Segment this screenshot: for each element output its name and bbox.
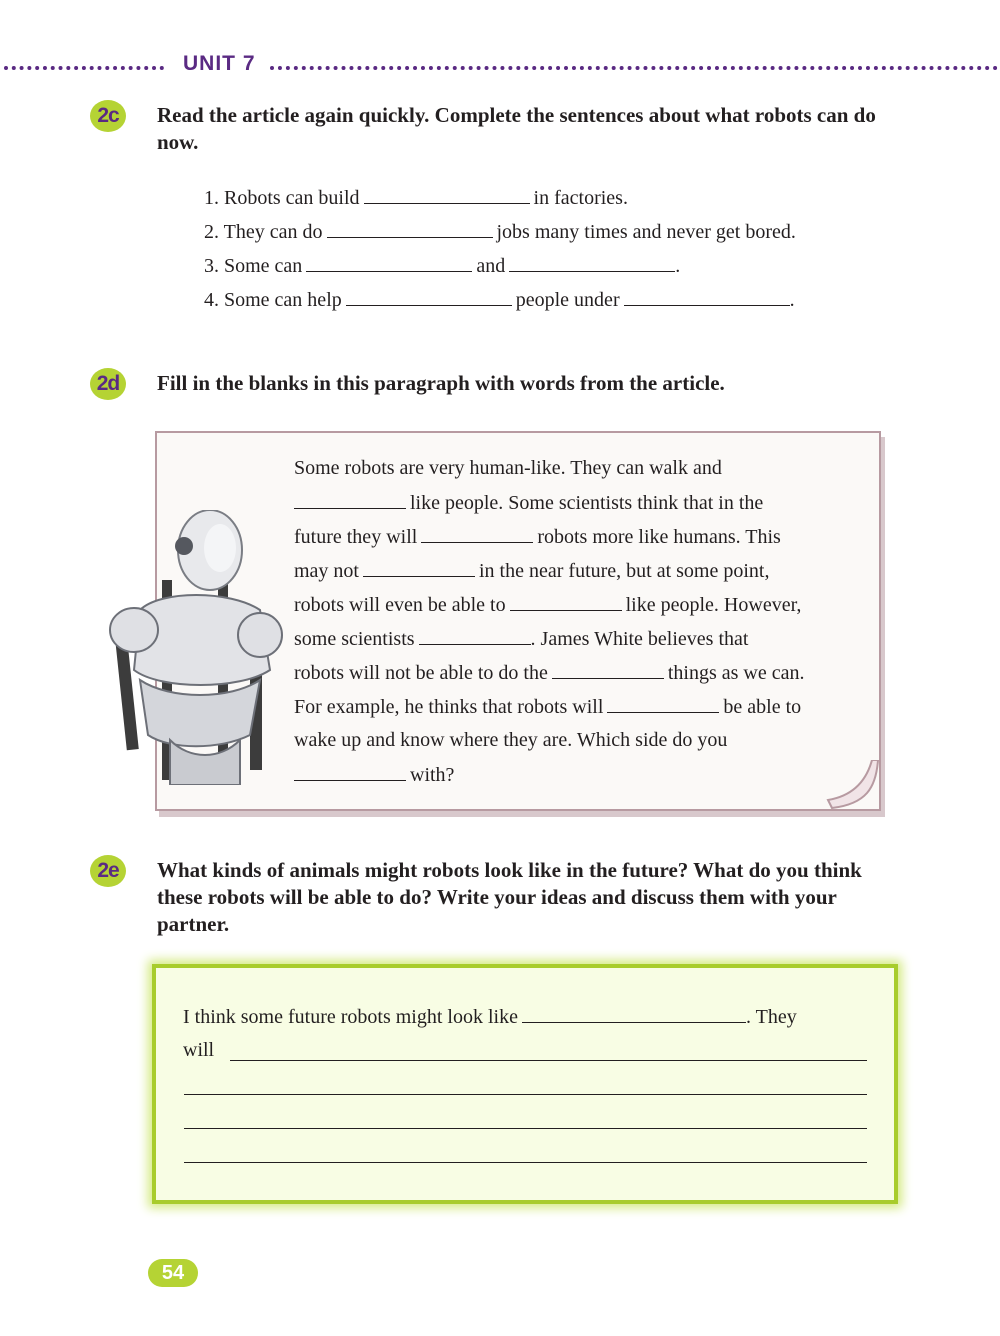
- paragraph-line-6: [294, 626, 874, 651]
- answer-blank[interactable]: [419, 626, 531, 645]
- paragraph-line-1: [294, 456, 874, 480]
- sentence-2: [204, 219, 796, 244]
- writing-prompt-text: I think some future robots might look like: [183, 1006, 518, 1028]
- paragraph-line-10: [294, 762, 874, 787]
- robot-illustration: [100, 510, 290, 785]
- answer-blank[interactable]: [327, 219, 493, 238]
- answer-blank[interactable]: [421, 524, 533, 543]
- section-2e-badge: 2e: [90, 855, 126, 887]
- paragraph-text: like people. Some scientists think that in the: [410, 492, 764, 514]
- paragraph-text: things as we can.: [667, 662, 805, 684]
- answer-blank[interactable]: [363, 558, 475, 577]
- paragraph-text: may not: [294, 560, 359, 582]
- paragraph-text: Some robots are very human-like. They can walk and: [294, 457, 722, 479]
- answer-line[interactable]: [184, 1094, 867, 1095]
- writing-line-2: will: [183, 1039, 215, 1061]
- paragraph-line-3: [294, 524, 874, 549]
- sentence-text: 3. Some can: [204, 255, 303, 277]
- answer-blank[interactable]: [510, 592, 622, 611]
- paragraph-line-2: [294, 490, 874, 515]
- sentence-text: 4. Some can help: [204, 289, 342, 311]
- sentence-text: jobs many times and never get bored.: [496, 221, 796, 243]
- paragraph-line-9: [294, 728, 874, 752]
- paragraph-text: . James White believes that: [530, 628, 749, 650]
- sentence-text: 2. They can do: [204, 221, 323, 243]
- answer-blank[interactable]: [509, 253, 675, 272]
- answer-line[interactable]: [184, 1128, 867, 1129]
- answer-blank[interactable]: [552, 660, 664, 679]
- sentence-text: and: [476, 255, 506, 277]
- answer-line[interactable]: [230, 1060, 867, 1061]
- section-2e-instruction: What kinds of animals might robots look like in the future? What do you think these robots will be able to do? Write your ideas and discuss them with your partner.: [157, 858, 862, 936]
- header-dotted-rule-left: [4, 66, 164, 70]
- paragraph-text: be able to: [723, 696, 802, 718]
- paragraph-text: wake up and know where they are. Which side do you: [294, 729, 728, 751]
- writing-box: [152, 964, 898, 1204]
- paragraph-text: robots will even be able to: [294, 594, 506, 616]
- paragraph-line-7: [294, 660, 874, 685]
- sentence-text: in factories.: [533, 187, 628, 209]
- answer-blank[interactable]: [294, 762, 406, 781]
- answer-blank[interactable]: [624, 287, 790, 306]
- sentence-text: .: [789, 289, 795, 311]
- sentence-4: [204, 287, 795, 312]
- header-dotted-rule-right: [270, 66, 998, 70]
- answer-blank[interactable]: [346, 287, 512, 306]
- sentence-1: [204, 185, 628, 210]
- paragraph-text: robots will not be able to do the: [294, 662, 548, 684]
- writing-line-1: [183, 1004, 797, 1029]
- paragraph-text: with?: [410, 764, 455, 786]
- paragraph-line-8: [294, 694, 874, 719]
- answer-blank[interactable]: [522, 1004, 746, 1023]
- section-2c-instruction: Read the article again quickly. Complete the sentences about what robots can do now.: [157, 103, 876, 154]
- answer-blank[interactable]: [364, 185, 530, 204]
- sentence-3: [204, 253, 680, 278]
- answer-line[interactable]: [184, 1162, 867, 1163]
- paragraph-text: future they will: [294, 526, 418, 548]
- section-2c-badge: 2c: [90, 100, 126, 132]
- writing-prompt-text: . They: [745, 1006, 797, 1028]
- section-2d-badge: 2d: [90, 368, 126, 400]
- paragraph-line-5: [294, 592, 874, 617]
- sentence-text: people under: [515, 289, 620, 311]
- paragraph-text: robots more like humans. This: [537, 526, 781, 548]
- answer-blank[interactable]: [294, 490, 406, 509]
- paragraph-text: For example, he thinks that robots will: [294, 696, 604, 718]
- paragraph-text: in the near future, but at some point,: [479, 560, 770, 582]
- answer-blank[interactable]: [306, 253, 472, 272]
- section-2d-instruction: Fill in the blanks in this paragraph with words from the article.: [157, 371, 725, 395]
- paragraph-line-4: [294, 558, 874, 583]
- sentence-text: 1. Robots can build: [204, 187, 360, 209]
- page-number: 54: [148, 1259, 198, 1287]
- paragraph-text: some scientists: [294, 628, 415, 650]
- paragraph-text: like people. However,: [625, 594, 802, 616]
- sentence-text: .: [675, 255, 681, 277]
- unit-label: UNIT 7: [183, 52, 256, 75]
- answer-blank[interactable]: [607, 694, 719, 713]
